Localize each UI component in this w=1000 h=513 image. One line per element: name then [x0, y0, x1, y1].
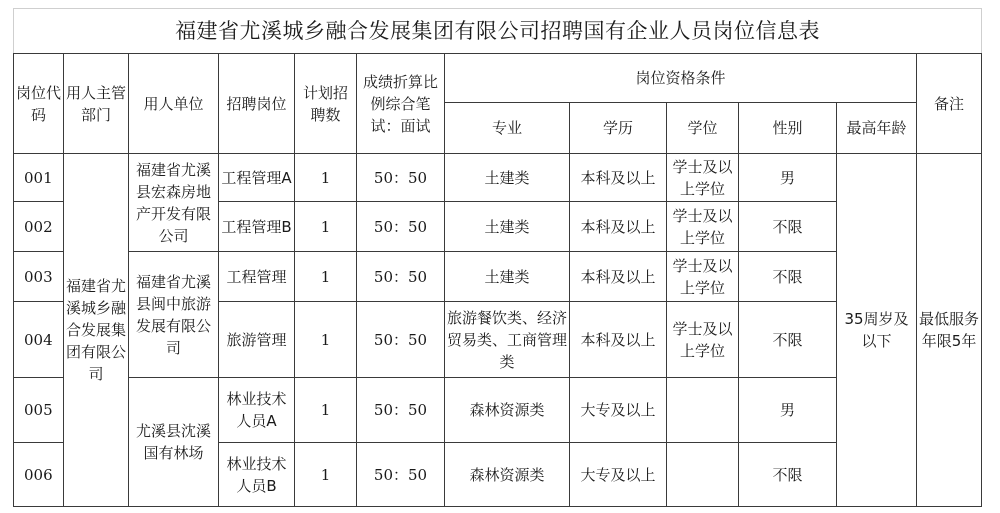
cell-gender: 男 [739, 378, 837, 443]
header-remark: 备注 [917, 54, 982, 154]
header-dept: 用人主管部门 [64, 54, 129, 154]
cell-code: 006 [14, 443, 64, 507]
table-title: 福建省尤溪城乡融合发展集团有限公司招聘国有企业人员岗位信息表 [14, 9, 982, 54]
header-age: 最高年龄 [837, 103, 917, 154]
cell-major: 森林资源类 [445, 443, 570, 507]
cell-ratio: 50：50 [357, 154, 445, 202]
cell-degree: 学士及以上学位 [667, 202, 739, 252]
cell-plan: 1 [295, 443, 357, 507]
cell-major: 森林资源类 [445, 378, 570, 443]
header-position: 招聘岗位 [219, 54, 295, 154]
cell-edu: 大专及以上 [570, 443, 667, 507]
cell-plan: 1 [295, 252, 357, 302]
cell-code: 005 [14, 378, 64, 443]
cell-age: 35周岁及以下 [837, 154, 917, 507]
cell-ratio: 50：50 [357, 443, 445, 507]
cell-major: 土建类 [445, 154, 570, 202]
cell-degree: 学士及以上学位 [667, 302, 739, 378]
cell-dept: 福建省尤溪城乡融合发展集团有限公司 [64, 154, 129, 507]
cell-code: 001 [14, 154, 64, 202]
cell-position: 工程管理A [219, 154, 295, 202]
cell-unit: 福建省尤溪县宏森房地产开发有限公司 [129, 154, 219, 252]
cell-plan: 1 [295, 378, 357, 443]
cell-gender: 不限 [739, 252, 837, 302]
header-gender: 性别 [739, 103, 837, 154]
cell-ratio: 50：50 [357, 302, 445, 378]
cell-code: 004 [14, 302, 64, 378]
recruitment-table [13, 8, 982, 507]
cell-edu: 本科及以上 [570, 154, 667, 202]
cell-edu: 大专及以上 [570, 378, 667, 443]
header-plan: 计划招聘数 [295, 54, 357, 154]
cell-major: 土建类 [445, 252, 570, 302]
cell-gender: 不限 [739, 443, 837, 507]
cell-position: 林业技术人员A [219, 378, 295, 443]
header-edu: 学历 [570, 103, 667, 154]
table-row [14, 154, 982, 202]
cell-degree: 学士及以上学位 [667, 154, 739, 202]
cell-ratio: 50：50 [357, 252, 445, 302]
header-degree: 学位 [667, 103, 739, 154]
cell-degree [667, 443, 739, 507]
cell-major: 旅游餐饮类、经济贸易类、工商管理类 [445, 302, 570, 378]
cell-degree [667, 378, 739, 443]
table-row [14, 378, 982, 443]
cell-plan: 1 [295, 154, 357, 202]
header-unit: 用人单位 [129, 54, 219, 154]
recruitment-table-sheet [13, 8, 981, 510]
cell-position: 林业技术人员B [219, 443, 295, 507]
cell-edu: 本科及以上 [570, 302, 667, 378]
cell-code: 002 [14, 202, 64, 252]
cell-position: 工程管理 [219, 252, 295, 302]
cell-unit: 福建省尤溪县闽中旅游发展有限公司 [129, 252, 219, 378]
cell-ratio: 50：50 [357, 202, 445, 252]
cell-unit: 尤溪县沈溪国有林场 [129, 378, 219, 507]
cell-gender: 不限 [739, 202, 837, 252]
cell-major: 土建类 [445, 202, 570, 252]
cell-plan: 1 [295, 202, 357, 252]
cell-edu: 本科及以上 [570, 202, 667, 252]
header-ratio: 成绩折算比例综合笔试：面试 [357, 54, 445, 154]
cell-position: 工程管理B [219, 202, 295, 252]
table-row [14, 252, 982, 302]
header-code: 岗位代码 [14, 54, 64, 154]
header-major: 专业 [445, 103, 570, 154]
cell-degree: 学士及以上学位 [667, 252, 739, 302]
cell-ratio: 50：50 [357, 378, 445, 443]
cell-position: 旅游管理 [219, 302, 295, 378]
cell-gender: 男 [739, 154, 837, 202]
cell-gender: 不限 [739, 302, 837, 378]
cell-remark: 最低服务年限5年 [917, 154, 982, 507]
cell-code: 003 [14, 252, 64, 302]
cell-plan: 1 [295, 302, 357, 378]
header-qualifications: 岗位资格条件 [445, 54, 917, 103]
cell-edu: 本科及以上 [570, 252, 667, 302]
